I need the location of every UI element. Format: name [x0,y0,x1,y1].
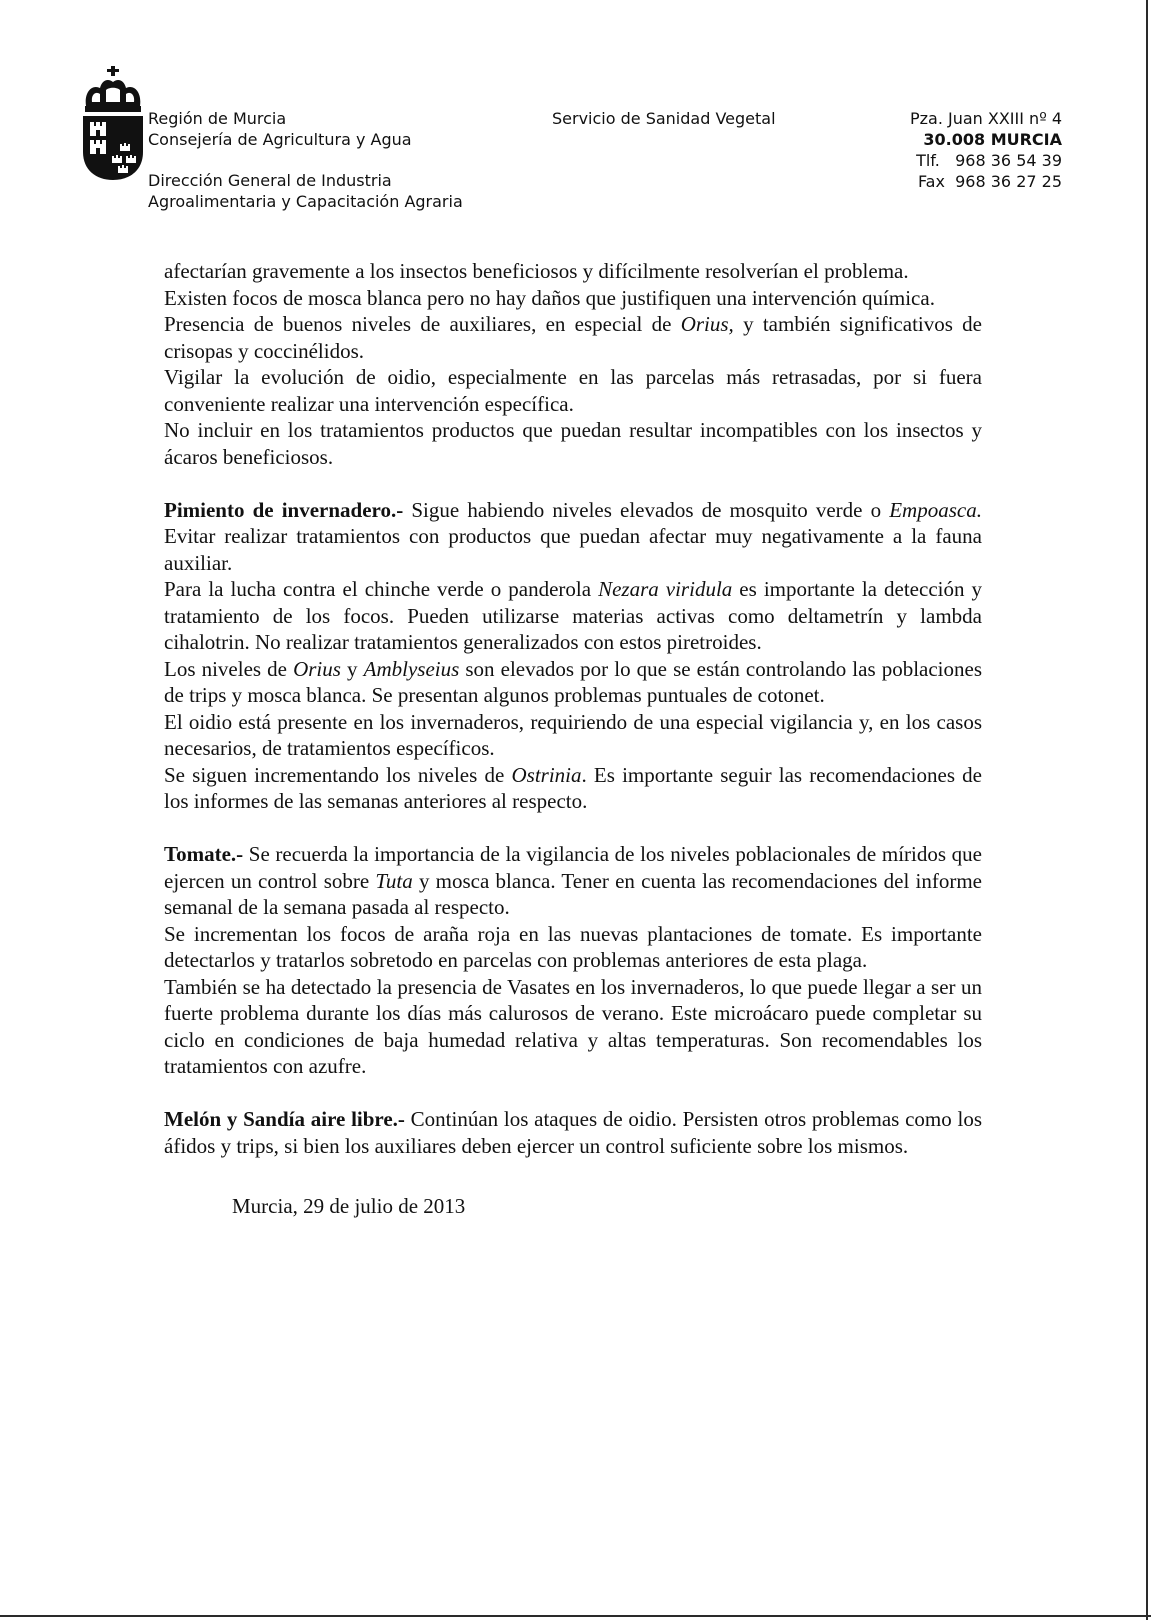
section-title: Tomate.- [164,842,244,866]
section-title: Pimiento de invernadero.- [164,497,404,522]
org-directorate: Dirección General de Industria [148,171,392,190]
signoff-date: Murcia, 29 de julio de 2013 [232,1194,466,1218]
fax-label: Fax [917,172,945,191]
organization-block [148,108,463,212]
section-tomate: Tomate.- Se recuerda la importancia de la vigilancia de los niveles poblacionales de míridos que ejercen un control sobre Tuta y mosca blanca. Tener en cuenta las recomendaciones del informe semanal de la semana pasada al respecto. [164,842,982,919]
fax-number: 968 36 27 25 [955,172,1062,191]
address-street: Pza. Juan XXIII nº 4 [909,109,1062,128]
letterhead [0,0,1151,230]
paragraph: No incluir en los tratamientos productos que puedan resultar incompatibles con los insectos y ácaros beneficiosos. [164,418,982,469]
address-city: 30.008 MURCIA [923,130,1062,149]
section-title: Melón y Sandía aire libre.- [164,1107,405,1131]
paragraph: Se incrementan los focos de araña roja en las nuevas plantaciones de tomate. Es importante detectarlos y tratarlos sobretodo en parcelas con problemas anteriores de esta plaga. [164,921,982,972]
paragraph: afectarían gravemente a los insectos beneficiosos y difícilmente resolverían el problema. [164,259,909,283]
paragraph: Presencia de buenos niveles de auxiliares, en especial de Orius, y también significativos de crisopas y coccinélidos. [164,312,983,363]
phone-number: 968 36 54 39 [955,151,1062,170]
address-block [910,108,1062,192]
org-region: Región de Murcia [148,109,287,128]
paragraph: Se siguen incrementando los niveles de Ostrinia. Es importante seguir las recomendaciones de los informes de las semanas anteriores al respecto. [164,762,983,813]
org-ministry: Consejería de Agricultura y Agua [148,130,412,149]
paragraph: Para la lucha contra el chinche verde o panderola Nezara viridula es importante la detección y tratamiento de los focos. Pueden utilizarse materias activas como deltametrín y lambda cihalotrin. No realizar tratamientos generalizados con estos piretroides. [164,577,983,654]
paragraph: Vigilar la evolución de oidio, especialmente en las parcelas más retrasadas, por si fuera conveniente realizar una intervención específica. [164,365,982,416]
paragraph: También se ha detectado la presencia de Vasates en los invernaderos, lo que puede llegar a ser un fuerte problema durante los días más calurosos de verano. Este microácaro puede completar su ciclo en condiciones de baja humedad relativa y altas temperaturas. Son recomendables los tratamientos con azufre. [164,974,982,1078]
address-fax [910,171,1062,192]
paragraph: Existen focos de mosca blanca pero no hay daños que justifiquen una intervención química. [164,285,935,310]
document-body [164,258,982,1220]
paragraph: El oidio está presente en los invernaderos, requiriendo de una especial vigilancia y, en los casos necesarios, de tratamientos específicos. [164,709,982,760]
region-murcia-coat-of-arms-icon [82,66,144,188]
section-melon: Melón y Sandía aire libre.- Continúan los ataques de oidio. Persisten otros problemas como los áfidos y trips, si bien los auxiliares deben ejercer un control suficiente sobre los mismos. [164,1107,982,1158]
address-phone [910,150,1062,171]
phone-label: Tlf. [916,151,940,170]
org-directorate-cont: Agroalimentaria y Capacitación Agraria [148,192,463,211]
section-pimiento: Pimiento de invernadero.- Sigue habiendo niveles elevados de mosquito verde o Empoasca. Evitar realizar tratamientos con productos que puedan afectar muy negativamente a la fauna auxiliar. [164,497,982,575]
paragraph: Los niveles de Orius y Amblyseius son elevados por lo que se están controlando las poblaciones de trips y mosca blanca. Se presentan algunos problemas puntuales de cotonet. [164,656,983,707]
page-edge-right [1146,0,1148,1620]
service-name: Servicio de Sanidad Vegetal [552,109,776,128]
page-edge-bottom [0,1615,1151,1617]
